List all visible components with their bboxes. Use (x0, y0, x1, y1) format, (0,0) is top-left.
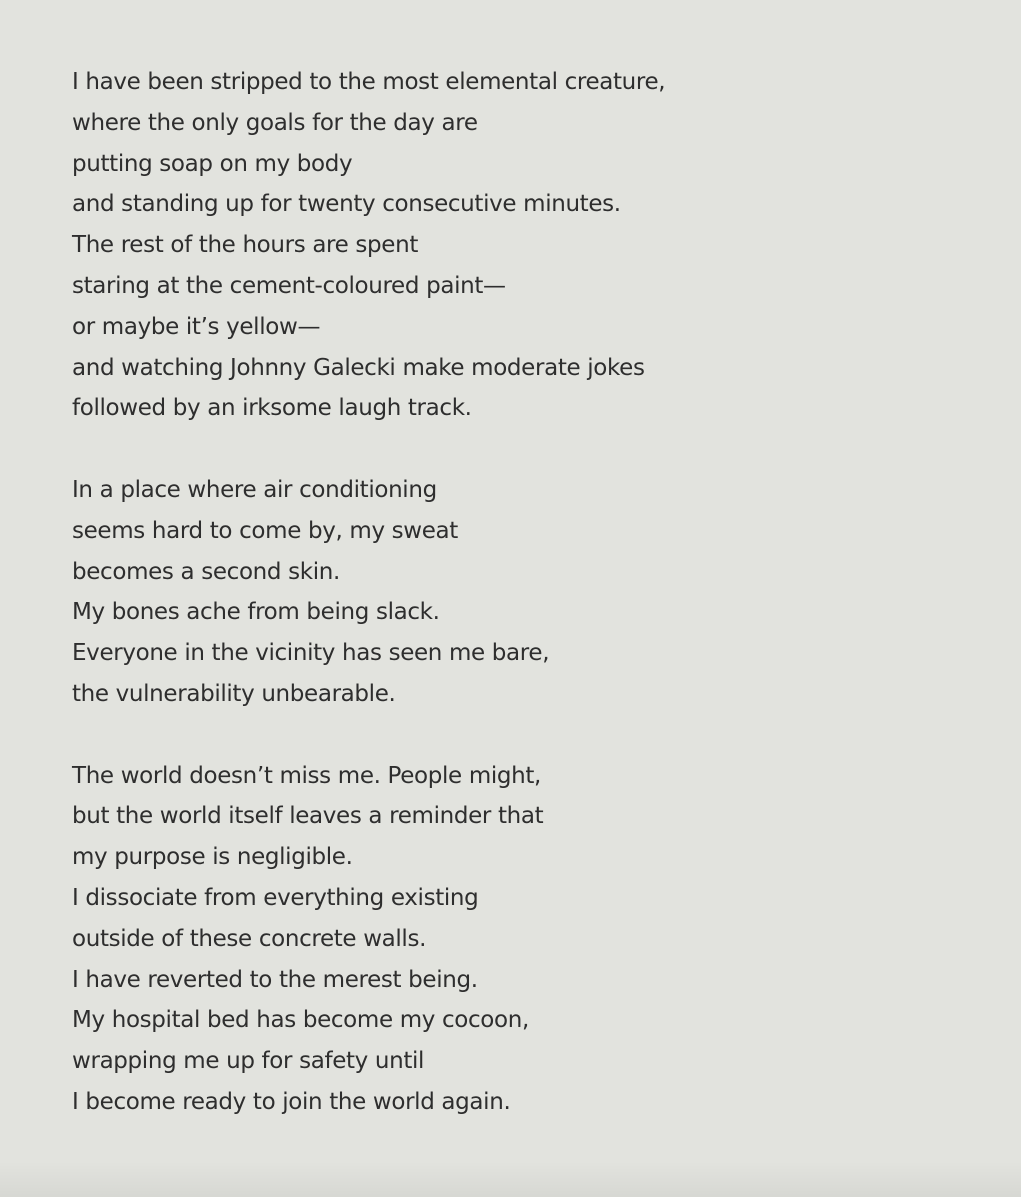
stanza-2 (72, 470, 972, 715)
poem-line: and standing up for twenty consecutive minutes. (72, 191, 621, 218)
poem-line: I become ready to join the world again. (72, 1088, 511, 1115)
poem-line: followed by an irksome laugh track. (72, 395, 472, 422)
poem-line: becomes a second skin. (72, 558, 340, 585)
poem-line: I dissociate from everything existing (72, 884, 479, 911)
poem-line: seems hard to come by, my sweat (72, 517, 458, 544)
poem-line: my purpose is negligible. (72, 844, 353, 871)
poem-line: The rest of the hours are spent (72, 232, 418, 259)
poem-line: and watching Johnny Galecki make moderate jokes (72, 354, 645, 381)
poem-line: My bones ache from being slack. (72, 599, 440, 626)
poem-line: I have reverted to the merest being. (72, 966, 478, 993)
poem-line: but the world itself leaves a reminder that (72, 803, 544, 830)
poem-line: Everyone in the vicinity has seen me bare, (72, 640, 550, 667)
poem-line: The world doesn’t miss me. People might, (72, 762, 542, 789)
poem-line: the vulnerability unbearable. (72, 680, 396, 707)
poem-line: wrapping me up for safety until (72, 1048, 425, 1075)
stanza-1 (72, 62, 972, 429)
poem-line: or maybe it’s yellow— (72, 313, 321, 340)
poem-line: I have been stripped to the most elemental creature, (72, 69, 666, 95)
poem-line: putting soap on my body (72, 150, 353, 177)
stanza-3 (72, 756, 972, 1123)
poem-line: In a place where air conditioning (72, 476, 437, 503)
poem (72, 62, 972, 1123)
bottom-shadow (0, 1161, 1021, 1197)
poem-line: outside of these concrete walls. (72, 925, 427, 952)
poem-line: where the only goals for the day are (72, 109, 478, 136)
poem-line: My hospital bed has become my cocoon, (72, 1007, 529, 1034)
poem-line: staring at the cement-coloured paint— (72, 272, 506, 299)
